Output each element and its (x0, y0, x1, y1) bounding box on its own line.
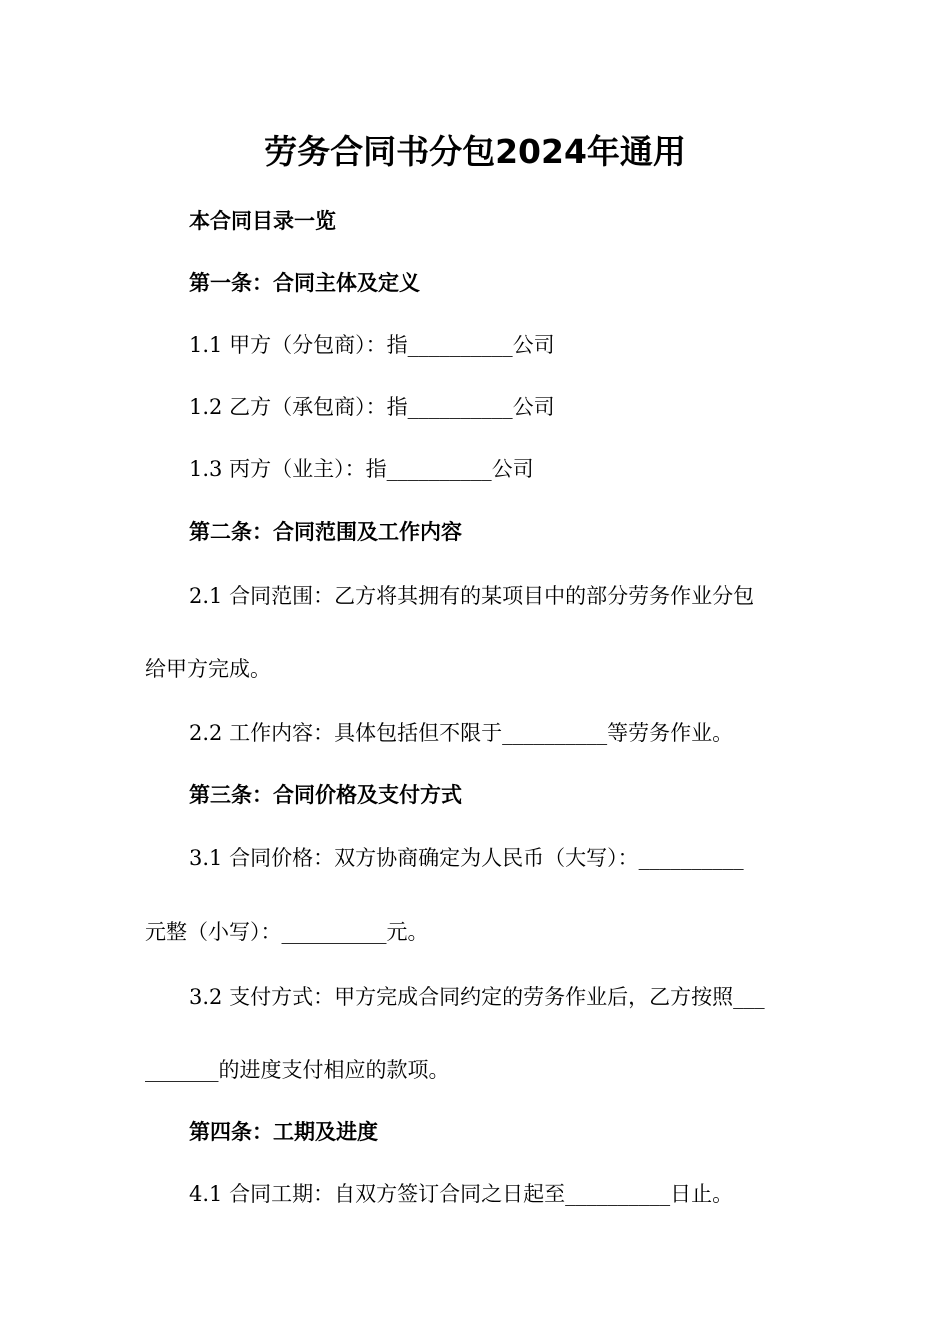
clause-continuation: 给甲方完成。 (145, 657, 271, 681)
clause-line: 4.1 合同工期：自双方签订合同之日起至__________日止。 (189, 1182, 734, 1206)
clause-line: 3.2 支付方式：甲方完成合同约定的劳务作业后，乙方按照___ (189, 985, 765, 1009)
clause-line: 1.2 乙方（承包商）：指__________公司 (189, 395, 555, 419)
clause-continuation: 元整（小写）：__________元。 (145, 920, 429, 944)
section-heading: 第四条：工期及进度 (189, 1120, 378, 1144)
clause-continuation: _______的进度支付相应的款项。 (145, 1058, 450, 1082)
clause-line: 3.1 合同价格：双方协商确定为人民币（大写）：__________ (189, 846, 744, 870)
document-title: 劳务合同书分包2024年通用 (264, 132, 686, 171)
clause-line: 1.1 甲方（分包商）：指__________公司 (189, 333, 555, 357)
clause-line: 2.2 工作内容：具体包括但不限于__________等劳务作业。 (189, 721, 734, 745)
section-heading: 第一条：合同主体及定义 (189, 271, 420, 295)
section-heading: 第二条：合同范围及工作内容 (189, 520, 462, 544)
clause-line: 2.1 合同范围：乙方将其拥有的某项目中的部分劳务作业分包 (189, 584, 755, 608)
section-heading: 第三条：合同价格及支付方式 (189, 783, 462, 807)
toc-heading: 本合同目录一览 (189, 209, 336, 233)
clause-line: 1.3 丙方（业主）：指__________公司 (189, 457, 534, 481)
